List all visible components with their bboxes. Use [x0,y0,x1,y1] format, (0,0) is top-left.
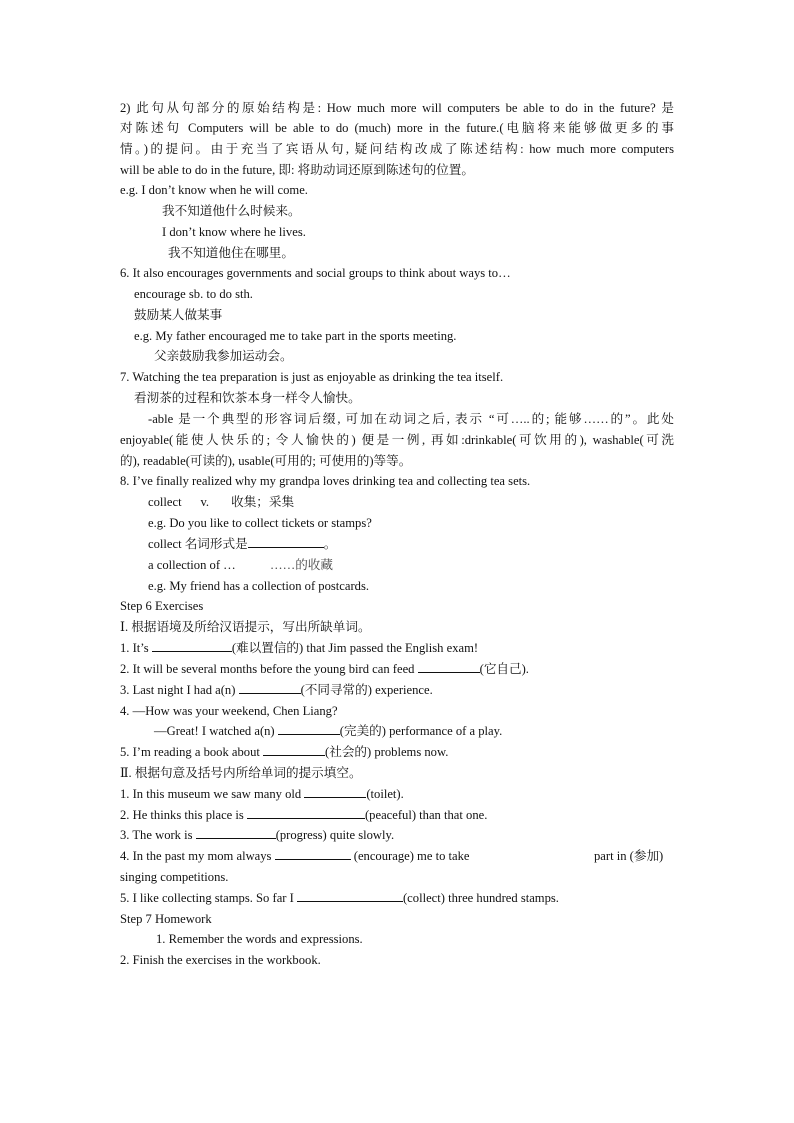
exercise-item: 1. It’s (难以置信的) that Jim passed the English exam! [120,641,479,655]
exercise-item: 3. The work is (progress) quite slowly. [120,828,395,842]
exercise-instructions: Ⅰ. 根据语境及所给汉语提示，写出所缺单词。 [120,620,371,634]
period: 。 [323,537,337,551]
translation-line: ……的收藏 [270,558,333,572]
phrase-line: encourage sb. to do sth. [134,287,253,301]
exercise-item-tail: part in (参加) [594,849,664,863]
paragraph-line: -able 是一个典型的形容词后缀, 可加在动词之后, 表示 “可…..的; 能够……的”。此处 [148,412,674,426]
answer-blank[interactable] [263,743,325,756]
translation-line: 我不知道他什么时候来。 [162,204,301,218]
exercise-item: 4. In the past my mom always (encourage) me to take [120,849,470,863]
vocab-line: collect v. 收集；采集 [148,495,295,509]
noun-form-line [148,535,336,553]
answer-blank[interactable] [247,806,365,819]
exercise-item: singing competitions. [120,870,229,884]
answer-blank[interactable] [248,535,324,548]
exercise-item: 3. Last night I had a(n) (不同寻常的) experience. [120,683,433,697]
exercise-item: 5. I like collecting stamps. So far I (collect) three hundred stamps. [120,891,559,905]
answer-blank[interactable] [297,889,403,902]
exercise-instructions: Ⅱ. 根据句意及括号内所给单词的提示填空。 [120,766,362,780]
paragraph-line: 对陈述句 Computers will be able to do (much) more in the future.(电脑将来能够做更多的事 [120,121,674,135]
example-line: e.g. My father encouraged me to take part in the sports meeting. [134,329,457,343]
answer-blank[interactable] [152,639,232,652]
answer-blank[interactable] [275,847,351,860]
example-line: I don’t know where he lives. [162,225,306,239]
exercise-item: 1. In this museum we saw many old (toilet). [120,787,404,801]
point-heading: 8. I’ve finally realized why my grandpa loves drinking tea and collecting tea sets. [120,474,531,488]
answer-blank[interactable] [418,660,480,673]
section-heading: Step 6 Exercises [120,599,204,613]
example-line: e.g. Do you like to collect tickets or stamps? [148,516,372,530]
example-line: e.g. My friend has a collection of postcards. [148,579,370,593]
homework-item: 2. Finish the exercises in the workbook. [120,953,321,967]
homework-item: 1. Remember the words and expressions. [156,932,363,946]
point-heading: 7. Watching the tea preparation is just as enjoyable as drinking the tea itself. [120,370,504,384]
exercise-item: 4. —How was your weekend, Chen Liang? [120,704,338,718]
translation-line: 鼓励某人做某事 [134,308,223,322]
exercise-item: 5. I’m reading a book about (社会的) problems now. [120,745,449,759]
paragraph-line: 的), readable(可读的), usable(可用的; 可使用的)等等。 [120,454,412,468]
paragraph-line: enjoyable(能使人快乐的; 令人愉快的) 便是一例, 再如:drinkable(可饮用的), washable(可洗 [120,433,674,447]
answer-blank[interactable] [304,785,366,798]
paragraph-line: 2) 此句从句部分的原始结构是: How much more will computers be able to do in the future? 是 [120,101,674,115]
paragraph-line: will be able to do in the future, 即: 将助动词还原到陈述句的位置。 [120,163,474,177]
exercise-item: —Great! I watched a(n) (完美的) performance of a play. [154,724,503,738]
noun-form-label: collect 名词形式是 [148,537,248,551]
translation-line: 父亲鼓励我参加运动会。 [154,349,293,363]
section-heading: Step 7 Homework [120,912,212,926]
translation-line: 看沏茶的过程和饮茶本身一样令人愉快。 [134,391,361,405]
exercise-item: 2. He thinks this place is (peaceful) than that one. [120,808,488,822]
paragraph-line: 情。)的提问。由于充当了宾语从句, 疑问结构改成了陈述结构: how much more computers [120,142,674,156]
phrase-line: a collection of … [148,558,236,572]
example-line: e.g. I don’t know when he will come. [120,183,308,197]
point-heading: 6. It also encourages governments and social groups to think about ways to… [120,266,511,280]
answer-blank[interactable] [278,722,340,735]
exercise-item: 2. It will be several months before the young bird can feed (它自己). [120,662,529,676]
answer-blank[interactable] [196,826,276,839]
translation-line: 我不知道他住在哪里。 [168,246,294,260]
answer-blank[interactable] [239,681,301,694]
